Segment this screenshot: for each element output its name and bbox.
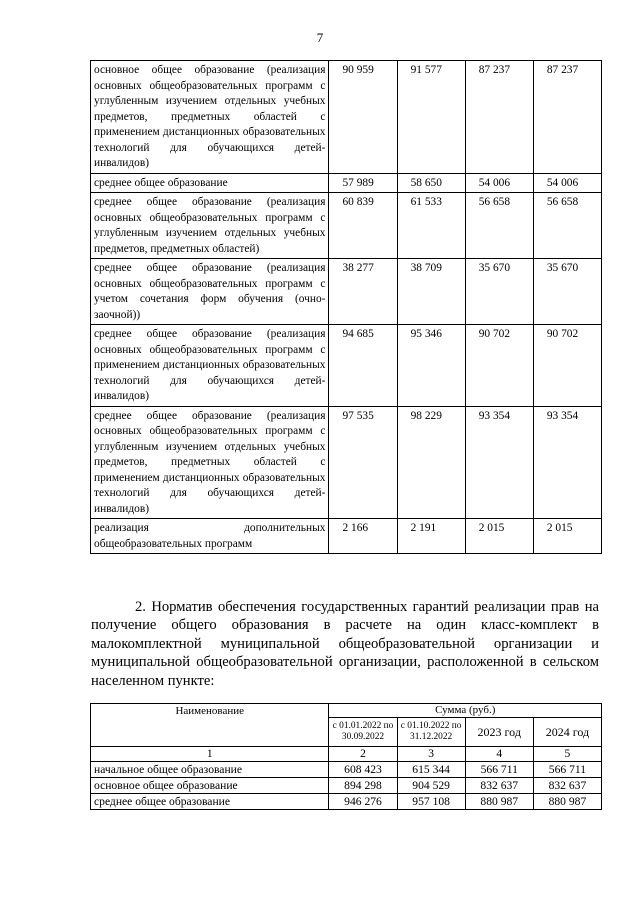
column-header-name: Наименование <box>91 704 329 747</box>
column-number: 4 <box>465 747 533 762</box>
table-row <box>91 794 602 810</box>
value-cell: 615 344 <box>397 762 465 778</box>
value-cell: 38 277 <box>329 259 397 325</box>
value-cell: 832 637 <box>465 778 533 794</box>
value-cell: 2 015 <box>465 519 533 554</box>
row-name: среднее общее образование <box>91 794 329 810</box>
paragraph-text: 2. Норматив обеспечения государственных гарантий реализации прав на получение общего образования в расчете на один класс-комплект в малокомплектной муниципальной общеобразовательной организации и муниципальной общеобразовательной организации, расположенной в сельском населенном пункте: <box>91 599 599 689</box>
value-cell: 54 006 <box>465 173 533 193</box>
value-cell: 54 006 <box>533 173 601 193</box>
table-row <box>91 519 602 554</box>
class-set-norms-table <box>90 703 602 810</box>
value-cell: 2 166 <box>329 519 397 554</box>
value-cell: 90 959 <box>329 61 397 174</box>
value-cell: 93 354 <box>465 406 533 519</box>
value-cell: 90 702 <box>533 325 601 407</box>
value-cell: 95 346 <box>397 325 465 407</box>
value-cell: 880 987 <box>465 794 533 810</box>
section-paragraph <box>91 598 599 690</box>
table-row <box>91 193 602 259</box>
value-cell: 946 276 <box>329 794 397 810</box>
value-cell: 56 658 <box>465 193 533 259</box>
norms-table-continued <box>90 60 602 554</box>
column-number: 5 <box>533 747 601 762</box>
value-cell: 904 529 <box>397 778 465 794</box>
value-cell: 566 711 <box>533 762 601 778</box>
row-name: среднее общее образование (реализация основных общеобразовательных программ с углубленным изучением отдельных учебных предметов, предметных областей) <box>91 193 329 259</box>
value-cell: 894 298 <box>329 778 397 794</box>
value-cell: 566 711 <box>465 762 533 778</box>
value-cell: 93 354 <box>533 406 601 519</box>
value-cell: 35 670 <box>533 259 601 325</box>
table-row <box>91 762 602 778</box>
table-row <box>91 61 602 174</box>
value-cell: 98 229 <box>397 406 465 519</box>
value-cell: 35 670 <box>465 259 533 325</box>
row-name: начальное общее образование <box>91 762 329 778</box>
value-cell: 61 533 <box>397 193 465 259</box>
column-header-period: с 01.01.2022 по 30.09.2022 <box>329 718 397 747</box>
row-name: среднее общее образование (реализация основных общеобразовательных программ с учетом сочетания форм обучения (очно-заочной)) <box>91 259 329 325</box>
header-row <box>91 704 602 718</box>
value-cell: 94 685 <box>329 325 397 407</box>
column-header-year: 2023 год <box>465 718 533 747</box>
value-cell: 87 237 <box>533 61 601 174</box>
page-number: 7 <box>316 30 324 45</box>
value-cell: 56 658 <box>533 193 601 259</box>
numbering-row <box>91 747 602 762</box>
value-cell: 957 108 <box>397 794 465 810</box>
row-name: среднее общее образование (реализация основных общеобразовательных программ с углубленным изучением отдельных учебных предметов, предметных областей с применением дистанционных образовательных технологий для обучающихся детей-инвалидов) <box>91 406 329 519</box>
table-row <box>91 778 602 794</box>
row-name: основное общее образование <box>91 778 329 794</box>
row-name: среднее общее образование <box>91 173 329 193</box>
table-row <box>91 325 602 407</box>
value-cell: 38 709 <box>397 259 465 325</box>
value-cell: 608 423 <box>329 762 397 778</box>
value-cell: 832 637 <box>533 778 601 794</box>
value-cell: 87 237 <box>465 61 533 174</box>
column-number: 3 <box>397 747 465 762</box>
value-cell: 90 702 <box>465 325 533 407</box>
table-row <box>91 406 602 519</box>
value-cell: 60 839 <box>329 193 397 259</box>
value-cell: 57 989 <box>329 173 397 193</box>
table-row <box>91 173 602 193</box>
column-number: 2 <box>329 747 397 762</box>
value-cell: 97 535 <box>329 406 397 519</box>
column-header-year: 2024 год <box>533 718 601 747</box>
row-name: реализация дополнительных общеобразовательных программ <box>91 519 329 554</box>
row-name: основное общее образование (реализация основных общеобразовательных программ с углубленным изучением отдельных учебных предметов, предметных областей с применением дистанционных образовательных технологий для обучающихся детей-инвалидов) <box>91 61 329 174</box>
value-cell: 2 015 <box>533 519 601 554</box>
column-header-sum: Сумма (руб.) <box>329 704 602 718</box>
column-number: 1 <box>91 747 329 762</box>
value-cell: 91 577 <box>397 61 465 174</box>
value-cell: 2 191 <box>397 519 465 554</box>
row-name: среднее общее образование (реализация основных общеобразовательных программ с применением дистанционных образовательных технологий для обучающихся детей-инвалидов) <box>91 325 329 407</box>
value-cell: 880 987 <box>533 794 601 810</box>
value-cell: 58 650 <box>397 173 465 193</box>
column-header-period: с 01.10.2022 по 31.12.2022 <box>397 718 465 747</box>
table-row <box>91 259 602 325</box>
